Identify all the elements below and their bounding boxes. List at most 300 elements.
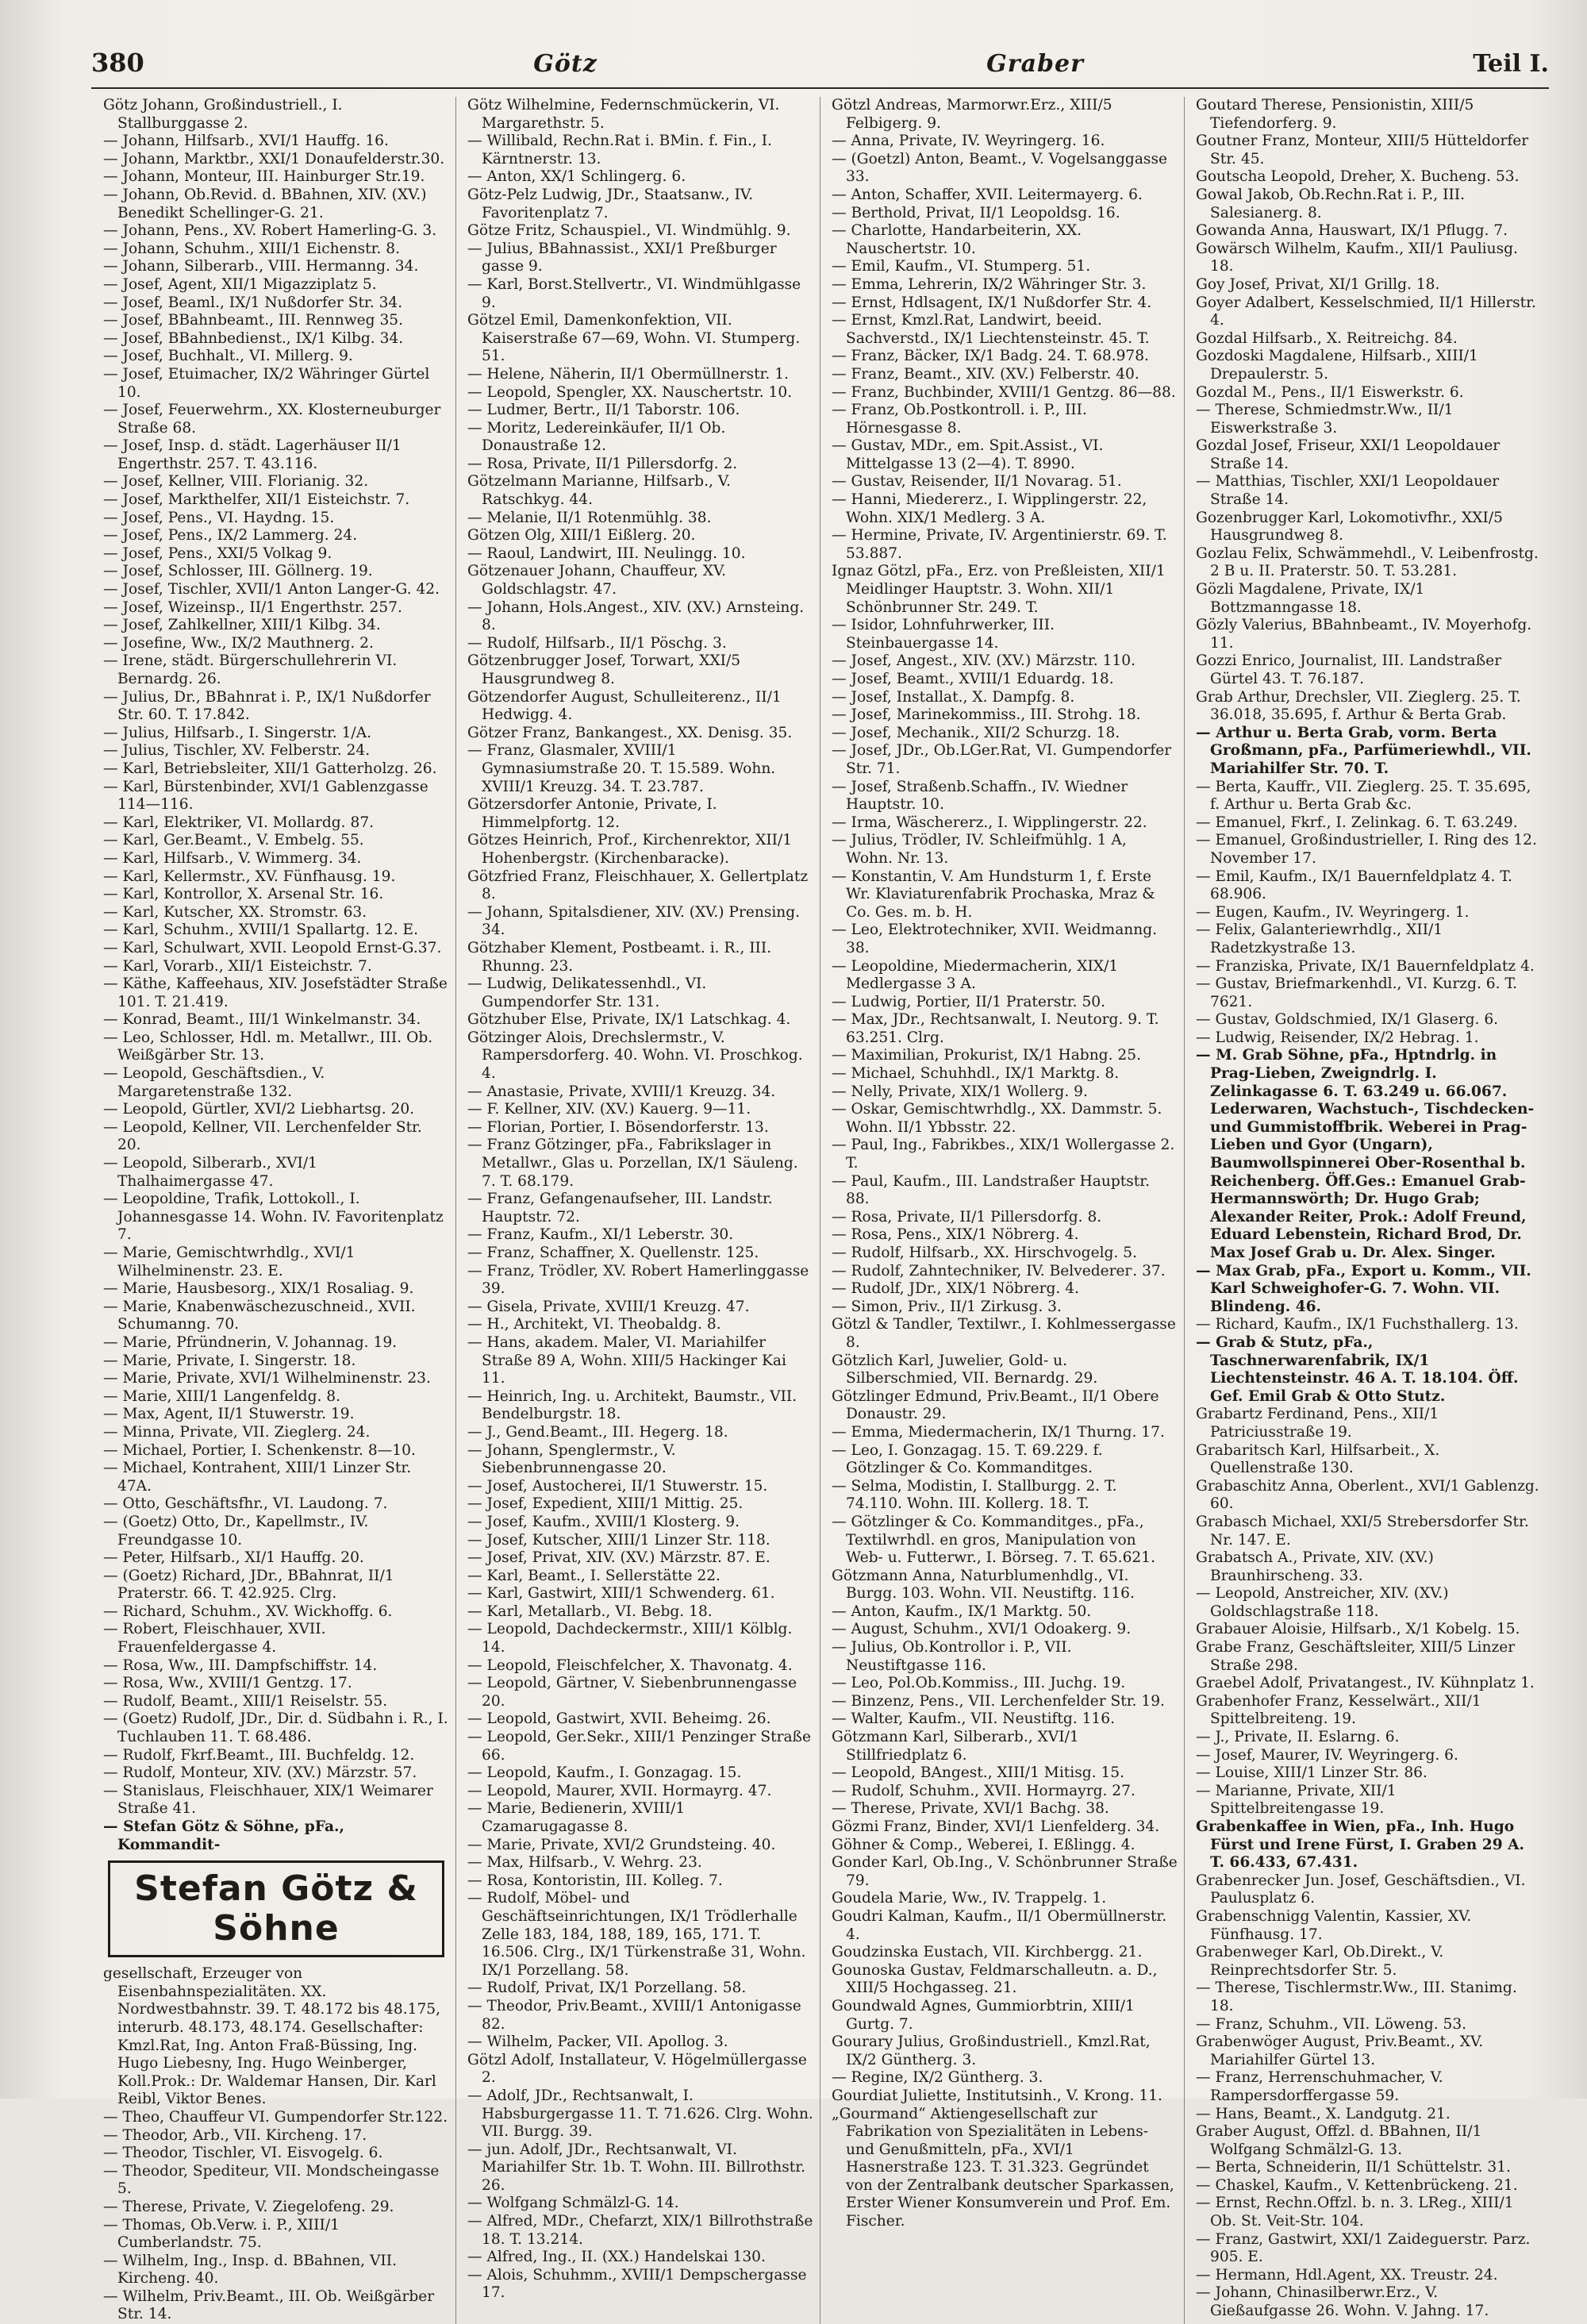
directory-entry: — Konstantin, V. Am Hundsturm 1, f. Erste Wr. Klaviaturenfabrik Prochaska, Mraz & Co. Ges. m. b. H.: [832, 868, 1155, 921]
directory-entry: — Franz, Gefangenaufseher, III. Landstr. Hauptstr. 72.: [467, 1191, 773, 1225]
directory-entry: — Charlotte, Handarbeiterin, XX. Nauschertstr. 10.: [832, 222, 1082, 257]
directory-entry: — Rudolf, Fkrf.Beamt., III. Buchfeldg. 12.: [103, 1746, 415, 1764]
directory-entry: — Rosa, Private, II/1 Pillersdorfg. 2.: [467, 455, 738, 472]
directory-entry: — Rudolf, Beamt., XIII/1 Reiselstr. 55.: [103, 1692, 388, 1710]
directory-entry: — Julius, BBahnassist., XXI/1 Preßburger gasse 9.: [467, 240, 777, 275]
directory-entry: — Anton, Kaufm., IX/1 Marktg. 50.: [832, 1603, 1092, 1620]
directory-entry: — Alfred, Ing., II. (XX.) Handelskai 130.: [467, 2249, 766, 2266]
directory-entry: Goyer Adalbert, Kesselschmied, II/1 Hillerstr. 4.: [1196, 294, 1536, 329]
directory-entry: — Theo, Chauffeur VI. Gumpendorfer Str.122.: [103, 2108, 448, 2126]
directory-entry: — Max, JDr., Rechtsanwalt, I. Neutorg. 9. T. 63.251. Clrg.: [832, 1011, 1159, 1046]
directory-entry: — Ernst, Rechn.Offzl. b. n. 3. LReg., XIII/1 Ob. St. Veit-Str. 104.: [1196, 2195, 1514, 2230]
directory-entry: — (Goetz) Rudolf, JDr., Dir. d. Südbahn i. R., I. Tuchlauben 11. T. 68.486.: [103, 1710, 448, 1746]
directory-entry: — Wilhelm, Ing., Insp. d. BBahnen, VII. Kircheng. 40.: [103, 2252, 398, 2287]
directory-entry: — Franz, Bäcker, IX/1 Badg. 24. T. 68.978.: [832, 348, 1149, 365]
directory-entry: — Max, Hilfsarb., V. Wehrg. 23.: [467, 1854, 702, 1872]
directory-entry: — Rudolf, Hilfsarb., II/1 Pöschg. 3.: [467, 634, 727, 652]
directory-entry: — Louise, XIII/1 Linzer Str. 86.: [1196, 1764, 1428, 1782]
directory-entry: — Leopold, Gürtler, XVI/2 Liebhartsg. 20.: [103, 1101, 415, 1118]
directory-entry: Götzenbrugger Josef, Torwart, XXI/5 Hausgrundweg 8.: [467, 652, 741, 687]
directory-entry: — Leopold, Maurer, XVII. Hormayrg. 47.: [467, 1782, 772, 1799]
directory-entry: — Marie, XIII/1 Langenfeldg. 8.: [103, 1387, 341, 1405]
directory-entry: Gourdiat Juliette, Institutsinh., V. Krong. 11.: [832, 2087, 1162, 2104]
directory-entry: — Konrad, Beamt., III/1 Winkelmanstr. 34.: [103, 1011, 421, 1029]
directory-entry: — Rudolf, Privat, IX/1 Porzellang. 58.: [467, 1980, 747, 1997]
directory-entry: — Marie, Private, XVI/1 Wilhelminenstr. 23.: [103, 1370, 431, 1387]
directory-entry: — Josef, Kutscher, XIII/1 Linzer Str. 118.: [467, 1531, 770, 1549]
directory-entry: — Karl, Hilfsarb., V. Wimmerg. 34.: [103, 849, 362, 867]
directory-entry: Gowal Jakob, Ob.Rechn.Rat i. P., III. Salesianerg. 8.: [1196, 186, 1466, 221]
directory-entry: — Peter, Hilfsarb., XI/1 Hauffg. 20.: [103, 1549, 364, 1567]
directory-entry: „Gourmand“ Aktiengesellschaft zur Fabrikation von Spezialitäten in Lebens- und Genußmitteln, pFa., XVI/1 Hasnerstraße 123. T. 31.323. Gegründet von der Zentralbank deutscher Sparkassen, Erster Wiener Konsumverein und Prof. Em. Fischer.: [832, 2105, 1174, 2230]
running-head-right: Graber: [986, 50, 1084, 78]
directory-entry: — (Goetz) Otto, Dr., Kapellmstr., IV. Freundgasse 10.: [103, 1513, 369, 1549]
directory-entry: — Hans, Beamt., X. Landgutg. 21.: [1196, 2105, 1451, 2122]
directory-entry: Gözly Valerius, BBahnbeamt., IV. Moyerhofg. 11.: [1196, 617, 1532, 652]
directory-entry: — Emanuel, Fkrf., I. Zelinkag. 6. T. 63.249.: [1196, 814, 1518, 831]
directory-entry: Goudri Kalman, Kaufm., II/1 Obermüllnerstr. 4.: [832, 1907, 1167, 1943]
directory-entry: Götzendorfer August, Schulleiterenz., II/1 Hedwigg. 4.: [467, 688, 782, 724]
directory-entry: — Johann, Hols.Angest., XIV. (XV.) Arnsteing. 8.: [467, 598, 805, 634]
directory-entry: — Franz, Buchbinder, XVIII/1 Gentzg. 86—88.: [832, 383, 1176, 401]
directory-entry: — Theodor, Priv.Beamt., XVIII/1 Antonigasse 82.: [467, 1997, 801, 2033]
directory-entry: — Josef, Straßenb.Schaffn., IV. Wiedner Hauptstr. 10.: [832, 778, 1128, 814]
directory-entry: — Josef, JDr., Ob.LGer.Rat, VI. Gumpendorfer Str. 71.: [832, 742, 1172, 777]
directory-entry: — Simon, Priv., II/1 Zirkusg. 3.: [832, 1298, 1062, 1315]
directory-entry: — Isidor, Lohnfuhrwerker, III. Steinbauergasse 14.: [832, 617, 1055, 652]
directory-entry: Gowärsch Wilhelm, Kaufm., XII/1 Pauliusg. 18.: [1196, 240, 1518, 275]
directory-entry: — Franz Götzinger, pFa., Fabrikslager in Metallwr., Glas u. Porzellan, IX/1 Säuleng. 7. T. 68.179.: [467, 1137, 798, 1190]
directory-entry: Göhner & Comp., Weberei, I. Eßlingg. 4.: [832, 1836, 1135, 1853]
directory-entry: Götzl Andreas, Marmorwr.Erz., XIII/5 Felbigerg. 9.: [832, 97, 1112, 132]
directory-entry: — Therese, Tischlermstr.Ww., III. Stanimg. 18.: [1196, 1980, 1517, 2014]
directory-entry: — Theodor, Tischler, VI. Eisvogelg. 6.: [103, 2145, 383, 2162]
directory-entry: Grab Arthur, Drechsler, VII. Zieglerg. 25. T. 36.018, 35.695, f. Arthur & Berta Grab.: [1196, 688, 1521, 724]
directory-entry: — Rosa, Kontoristin, III. Kolleg. 7.: [467, 1872, 723, 1889]
directory-entry: Götzlich Karl, Juwelier, Gold- u. Silberschmied, VII. Bernardg. 29.: [832, 1352, 1098, 1387]
directory-entry: Grabenweger Karl, Ob.Direkt., V. Reinprechtsdorfer Str. 5.: [1196, 1944, 1444, 1979]
directory-entry: — Matthias, Tischler, XXI/1 Leopoldauer Straße 14.: [1196, 473, 1500, 509]
directory-entry: — Oskar, Gemischtwrhdlg., XX. Dammstr. 5. Wohn. II/1 Ybbsstr. 22.: [832, 1101, 1162, 1136]
directory-entry: Goutard Therese, Pensionistin, XIII/5 Tiefendorferg. 9.: [1196, 97, 1474, 132]
directory-entry: — Leopold, Kellner, VII. Lerchenfelder Str. 20.: [103, 1118, 422, 1154]
directory-entry: — Leopoldine, Miedermacherin, XIX/1 Medlergasse 3 A.: [832, 957, 1119, 993]
directory-entry: — Hanni, Miedererz., I. Wipplingerstr. 22, Wohn. XIX/1 Medlerg. 3 A.: [832, 491, 1147, 526]
directory-entry: — Josef, Austocherei, II/1 Stuwerstr. 15.: [467, 1477, 768, 1495]
directory-entry: — Marie, Private, I. Singerstr. 18.: [103, 1352, 356, 1369]
directory-entry: Götzes Heinrich, Prof., Kirchenrektor, XII/1 Hohenbergstr. (Kirchenbaracke).: [467, 832, 793, 867]
directory-entry: — Rosa, Ww., XVIII/1 Gentzg. 17.: [103, 1675, 352, 1692]
directory-entry: Gözli Magdalene, Private, IX/1 Bottzmanngasse 18.: [1196, 581, 1425, 616]
directory-entry: — Leopold, Gärtner, V. Siebenbrunnengasse 20.: [467, 1675, 797, 1710]
directory-entry: Götzenauer Johann, Chauffeur, XV. Goldschlagstr. 47.: [467, 563, 727, 598]
directory-entry: Götzelmann Marianne, Hilfsarb., V. Ratschkyg. 44.: [467, 473, 731, 509]
directory-entry: — Gustav, Briefmarkenhdl., VI. Kurzg. 6. T. 7621.: [1196, 975, 1518, 1010]
directory-entry: Götz-Pelz Ludwig, JDr., Staatsanw., IV. Favoritenplatz 7.: [467, 186, 754, 221]
directory-entry: — Rudolf, Monteur, XIV. (XV.) Märzstr. 57.: [103, 1764, 417, 1782]
directory-entry: Götzinger Alois, Drechslermstr., V. Rampersdorferg. 40. Wohn. VI. Proschkog. 4.: [467, 1029, 803, 1083]
directory-entry: — Franz, Ob.Postkontroll. i. P., III. Hörnesgasse 8.: [832, 402, 1087, 437]
directory-entry: — Anton, XX/1 Schlingerg. 6.: [467, 168, 686, 186]
directory-entry: Grabaritsch Karl, Hilfsarbeit., X. Quellenstraße 130.: [1196, 1441, 1440, 1477]
directory-entry: — Josef, Markthelfer, XII/1 Eisteichstr. 7.: [103, 491, 410, 509]
directory-entry: — Leopold, Fleischfelcher, X. Thavonatg. 4.: [467, 1656, 793, 1674]
directory-entry: — Karl, Kontrollor, X. Arsenal Str. 16.: [103, 886, 384, 903]
directory-entry: — Theodor, Spediteur, VII. Mondscheingasse 5.: [103, 2162, 440, 2198]
directory-entry: Grabenwöger August, Priv.Beamt., XV. Mariahilfer Gürtel 13.: [1196, 2034, 1484, 2068]
directory-entry: — Franz, Schaffner, X. Quellenstr. 125.: [467, 1245, 759, 1261]
directory-entry: — Karl, Kutscher, XX. Stromstr. 63.: [103, 903, 367, 921]
directory-entry: — Rudolf, Möbel- und Geschäftseinrichtungen, IX/1 Trödlerhalle Zelle 183, 184, 188, 189, 165, 171. T. 16.506. Clrg., IX/1 Türkenstraße 31, Wohn. IX/1 Porzellang. 58.: [467, 1890, 806, 1979]
directory-entry: — Eugen, Kaufm., IV. Weyringerg. 1.: [1196, 903, 1470, 921]
directory-entry: Götzl & Tandler, Textilwr., I. Kohlmessergasse 8.: [832, 1316, 1176, 1351]
directory-entry: Götzhuber Else, Private, IX/1 Latschkag. 4.: [467, 1011, 791, 1029]
directory-entry: — Karl, Schuhm., XVIII/1 Spallartg. 12. E.: [103, 922, 419, 939]
directory-entry: Gonder Karl, Ob.Ing., V. Schönbrunner Straße 79.: [832, 1854, 1178, 1889]
directory-entry: — Josef, Schlosser, III. Göllnerg. 19.: [103, 563, 373, 580]
directory-entry: — August, Schuhm., XVI/1 Odoakerg. 9.: [832, 1621, 1132, 1638]
directory-entry: Götzen Olg, XIII/1 Eißlerg. 20.: [467, 527, 696, 544]
column-3: [832, 97, 1185, 2324]
directory-entry: — Rudolf, Schuhm., XVII. Hormayrg. 27.: [832, 1782, 1135, 1799]
directory-entry: — Emanuel, Großindustrieller, I. Ring des 12. November 17.: [1196, 832, 1537, 867]
directory-entry: — Rosa, Ww., III. Dampfschiffstr. 14.: [103, 1656, 378, 1674]
directory-entry: — Therese, Private, XVI/1 Bachg. 38.: [832, 1800, 1109, 1818]
directory-entry: — Franz, Beamt., XIV. (XV.) Felberstr. 40.: [832, 365, 1139, 383]
directory-entry: — Maximilian, Prokurist, IX/1 Habng. 25.: [832, 1047, 1141, 1064]
directory-entry: — Franz, Trödler, XV. Robert Hamerlinggasse 39.: [467, 1262, 809, 1298]
directory-entry: — Michael, Schuhhdl., IX/1 Marktg. 8.: [832, 1065, 1120, 1083]
directory-entry: — Alfred, MDr., Chefarzt, XIX/1 Billrothstraße 18. T. 13.214.: [467, 2213, 813, 2248]
directory-entry: — Arthur u. Berta Grab, vorm. Berta Großmann, pFa., Parfümeriewhdl., VII. Mariahilfer Str. 70. T.: [1196, 724, 1531, 777]
directory-entry: — Josef, Privat, XIV. (XV.) Märzstr. 87. E.: [467, 1549, 770, 1567]
directory-entry: — Hermann, Hdl.Agent, XX. Treustr. 24.: [1196, 2266, 1498, 2284]
directory-entry: — Marie, Gemischtwrhdlg., XVI/1 Wilhelminenstr. 23. E.: [103, 1245, 355, 1279]
directory-entry: — Josef, Pens., VI. Haydng. 15.: [103, 509, 335, 526]
directory-entry: — Johann, Monteur, III. Hainburger Str.19.: [103, 168, 425, 186]
directory-entry: — Karl, Ger.Beamt., V. Embelg. 55.: [103, 832, 364, 849]
directory-entry: — Gustav, Goldschmied, IX/1 Glaserg. 6.: [1196, 1011, 1499, 1029]
directory-entry: — Rosa, Pens., XIX/1 Nöbrerg. 4.: [832, 1226, 1079, 1244]
directory-entry: Götz Wilhelmine, Federnschmückerin, VI. Margarethstr. 5.: [467, 97, 780, 132]
directory-entry: Grabauer Aloisie, Hilfsarb., X/1 Kobelg. 15.: [1196, 1621, 1520, 1638]
directory-entry: — Michael, Portier, I. Schenkenstr. 8—10.: [103, 1441, 416, 1459]
part-label: Teil I.: [1473, 50, 1549, 78]
directory-entry: Gozdal Josef, Friseur, XXI/1 Leopoldauer Straße 14.: [1196, 437, 1501, 472]
directory-entry: — Julius, Hilfsarb., I. Singerstr. 1/A.: [103, 724, 372, 741]
directory-entry: — Julius, Trödler, IV. Schleifmühlg. 1 A, Wohn. Nr. 13.: [832, 832, 1127, 867]
directory-entry: — Anton, Schaffer, XVII. Leitermayerg. 6.: [832, 186, 1143, 203]
directory-entry: — J., Private, II. Eslarng. 6.: [1196, 1729, 1400, 1746]
directory-entry: — Josef, Installat., X. Dampfg. 8.: [832, 688, 1075, 706]
directory-entry: — Josef, Marinekommiss., III. Strohg. 18.: [832, 706, 1141, 724]
directory-entry: — Minna, Private, VII. Zieglerg. 24.: [103, 1423, 371, 1441]
directory-entry: — Nelly, Private, XIX/1 Wollerg. 9.: [832, 1083, 1088, 1100]
running-head-left: Götz: [533, 50, 598, 78]
directory-entry: — M. Grab Söhne, pFa., Hptndrlg. in Prag-Lieben, Zweigndrlg. I. Zelinkagasse 6. T. 63.249 u. 66.067. Lederwaren, Wachstuch-, Tischdecken- und Gummistoffbrik. Weberei in Prag-Lieben und Gyor (Ungarn), Baumwollspinnerei Ober-Rosenthal b. Reichenberg. Öff.Ges.: Emanuel Grab-Hermannswörth; Dr. Hugo Grab; Alexander Reiter, Prok.: Adolf Freund, Eduard Lebenstein, Richard Brod, Dr. Max Josef Grab u. Dr. Alex. Singer.: [1196, 1047, 1535, 1261]
directory-entry: — Paul, Kaufm., III. Landstraßer Hauptstr. 88.: [832, 1172, 1150, 1208]
directory-entry: — Leopold, Anstreicher, XIV. (XV.) Goldschlagstraße 118.: [1196, 1585, 1449, 1620]
directory-entry: — Josef, Etuimacher, IX/2 Währinger Gürtel 10.: [103, 365, 430, 401]
directory-entry: Grabenhofer Franz, Kesselwärt., XII/1 Spittelbreiteng. 19.: [1196, 1692, 1481, 1728]
directory-entry: — Anastasie, Private, XVIII/1 Kreuzg. 34.: [467, 1083, 776, 1100]
directory-entry: — Johann, Chinasilberwr.Erz., V. Gießaufgasse 26. Wohn. V. Jahng. 17.: [1196, 2284, 1489, 2320]
directory-entry: Grabenschnigg Valentin, Kassier, XV. Fünfhausg. 17.: [1196, 1907, 1472, 1943]
directory-entry: Gozdal M., Pens., II/1 Eiswerkstr. 6.: [1196, 383, 1464, 401]
directory-entry: Götzlinger Edmund, Priv.Beamt., II/1 Obere Donaustr. 29.: [832, 1387, 1159, 1423]
directory-entry: Gozzi Enrico, Journalist, III. Landstraßer Gürtel 43. T. 76.187.: [1196, 652, 1502, 687]
directory-entry: — Josef, Buchhalt., VI. Millerg. 9.: [103, 348, 353, 365]
directory-entry: — (Goetzl) Anton, Beamt., V. Vogelsanggasse 33.: [832, 150, 1167, 186]
directory-entry: — Melanie, II/1 Rotenmühlg. 38.: [467, 509, 712, 526]
directory-entry: Graebel Adolf, Privatangest., IV. Kühnplatz 1.: [1196, 1675, 1535, 1692]
directory-entry: — Otto, Geschäftsfhr., VI. Laudong. 7.: [103, 1495, 388, 1513]
directory-entry: — Franz, Glasmaler, XVIII/1 Gymnasiumstraße 20. T. 15.589. Wohn. XVIII/1 Kreuzg. 34. T. 23.787.: [467, 742, 776, 795]
directory-entry: Götzersdorfer Antonie, Private, I. Himmelpfortg. 12.: [467, 796, 717, 831]
directory-entry: — Johann, Schuhm., XIII/1 Eichenstr. 8.: [103, 240, 401, 257]
directory-entry: — Wolfgang Schmälzl-G. 14.: [467, 2195, 679, 2212]
directory-entry: — Julius, Dr., BBahnrat i. P., IX/1 Nußdorfer Str. 60. T. 17.842.: [103, 688, 431, 724]
directory-entry: — Josef, Pens., XXI/5 Volkag 9.: [103, 544, 332, 562]
directory-entry: — Grab & Stutz, pFa., Taschnerwarenfabrik, IX/1 Liechtensteinstr. 46 A. T. 18.104. Öff. Gef. Emil Grab & Otto Stutz.: [1196, 1333, 1519, 1405]
directory-entry: — Karl, Schulwart, XVII. Leopold Ernst-G.37.: [103, 939, 442, 956]
directory-entry: — Raoul, Landwirt, III. Neulingg. 10.: [467, 544, 746, 562]
directory-entry: — Selma, Modistin, I. Stallburgg. 2. T. 74.110. Wohn. III. Kollerg. 18. T.: [832, 1477, 1117, 1513]
directory-entry: — Josef, Beaml., IX/1 Nußdorfer Str. 34.: [103, 294, 403, 311]
directory-entry: — Irene, städt. Bürgerschullehrerin VI. Bernardg. 26.: [103, 652, 398, 687]
directory-entry: — Karl, Betriebsleiter, XII/1 Gatterholzg. 26.: [103, 760, 437, 777]
directory-entry: — Leo, I. Gonzagag. 15. T. 69.229. f. Götzlinger & Co. Kommanditges.: [832, 1441, 1103, 1477]
directory-entry: — Berta, Kauffr., VII. Zieglerg. 25. T. 35.695, f. Arthur u. Berta Grab &c.: [1196, 778, 1531, 814]
directory-entry: — F. Kellner, XIV. (XV.) Kauerg. 9—11.: [467, 1101, 751, 1118]
directory-entry: — Binzenz, Pens., VII. Lerchenfelder Str. 19.: [832, 1692, 1165, 1710]
directory-entry: — Ludwig, Reisender, IX/2 Hebrag. 1.: [1196, 1029, 1479, 1046]
directory-entry: Gounoskа Gustav, Feldmarschalleutn. a. D., XIII/5 Hochgasseg. 21.: [832, 1961, 1158, 1997]
directory-entry: — Therese, Private, V. Ziegelofeng. 29.: [103, 2198, 394, 2215]
directory-entry: — Irma, Wäschererz., I. Wipplingerstr. 22.: [832, 814, 1147, 831]
directory-entry: — Richard, Kaufm., IX/1 Fuchsthallerg. 13.: [1196, 1316, 1519, 1333]
directory-entry: — Karl, Kellermstr., XV. Fünfhausg. 19.: [103, 868, 396, 885]
directory-entry: Goudela Marie, Ww., IV. Trappelg. 1.: [832, 1890, 1107, 1907]
directory-entry: — Johann, Marktbr., XXI/1 Donaufelderstr.30.: [103, 150, 445, 167]
directory-entry: — Julius, Ob.Kontrollor i. P., VII. Neustiftgasse 116.: [832, 1639, 1072, 1674]
advertisement-box: Stefan Götz & Söhne: [108, 1860, 444, 1957]
directory-entry: Gowanda Anna, Hauswart, IX/1 Pflugg. 7.: [1196, 222, 1508, 240]
directory-entry: — Josef, Expedient, XIII/1 Mittig. 25.: [467, 1495, 744, 1513]
directory-entry: Gourary Julius, Großindustriell., Kmzl.Rat, IX/2 Güntherg. 3.: [832, 2034, 1151, 2068]
directory-entry: — Leo, Pol.Ob.Kommiss., III. Juchg. 19.: [832, 1675, 1126, 1692]
directory-entry: — Leopold, BAngest., XIII/1 Mitisg. 15.: [832, 1764, 1125, 1782]
directory-entry: — Josef, Kellner, VIII. Florianig. 32.: [103, 473, 369, 491]
directory-entry: — Berta, Schneiderin, II/1 Schüttelstr. 31.: [1196, 2159, 1511, 2176]
directory-entry: — Ludwig, Portier, II/1 Praterstr. 50.: [832, 993, 1106, 1010]
directory-entry: — Marie, Hausbesorg., XIX/1 Rosaliag. 9.: [103, 1280, 414, 1298]
directory-entry: — Josef, Tischler, XVII/1 Anton Langer-G. 42.: [103, 581, 440, 598]
directory-entry: — Franz, Kaufm., XI/1 Leberstr. 30.: [467, 1226, 734, 1244]
directory-entry: — Josef, Insp. d. städt. Lagerhäuser II/1 Engerthstr. 257. T. 43.116.: [103, 437, 402, 472]
directory-entry: — Marie, Knabenwäschezuschneid., XVII. Schumanng. 70.: [103, 1298, 416, 1333]
directory-entry: Götzmann Anna, Naturblumenhdlg., VI. Burgg. 103. Wohn. VII. Neustiftg. 116.: [832, 1567, 1135, 1603]
directory-entry: — Felix, Galanteriewrhdlg., XII/1 Radetzkystraße 13.: [1196, 922, 1443, 956]
directory-entry: — Rudolf, Hilfsarb., XX. Hirschvogelg. 5.: [832, 1245, 1137, 1261]
directory-entry: — Willibald, Rechn.Rat i. BMin. f. Fin., I. Kärntnerstr. 13.: [467, 133, 772, 167]
directory-entry: — Josef, Wizeinsp., II/1 Engerthstr. 257.: [103, 598, 402, 616]
directory-entry: — Josef, Feuerwehrm., XX. Klosterneuburger Straße 68.: [103, 402, 441, 437]
directory-entry: — Leopold, Dachdeckermstr., XIII/1 Kölblg. 14.: [467, 1621, 793, 1656]
directory-entry: — Karl, Metallarb., VI. Bebg. 18.: [467, 1603, 713, 1620]
directory-entry: Götzmann Karl, Silberarb., XVI/1 Stillfriedplatz 6.: [832, 1729, 1079, 1764]
directory-entry: Götz Johann, Großindustriell., I. Stallburggasse 2.: [103, 97, 343, 132]
directory-entry: — H., Architekt, VI. Theobaldg. 8.: [467, 1316, 721, 1333]
directory-entry: — Hans, akadem. Maler, VI. Mariahilfer Straße 89 A, Wohn. XIII/5 Hackinger Kai 11.: [467, 1333, 786, 1387]
directory-entry: Goutner Franz, Monteur, XIII/5 Hütteldorfer Str. 45.: [1196, 133, 1529, 167]
directory-entry: — Karl, Borst.Stellvertr., VI. Windmühlgasse 9.: [467, 275, 801, 311]
directory-entry: Goudzinska Eustach, VII. Kirchbergg. 21.: [832, 1944, 1143, 1961]
directory-entry: — Marie, Pfründnerin, V. Johannag. 19.: [103, 1333, 398, 1351]
directory-entry: — Franz, Schuhm., VII. Löweng. 53.: [1196, 2015, 1467, 2033]
directory-entry: — Julius, Tischler, XV. Felberstr. 24.: [103, 742, 371, 760]
directory-entry: — Therese, Schmiedmstr.Ww., II/1 Eiswerkstraße 3.: [1196, 402, 1454, 437]
directory-entry: — Josef, Mechanik., XII/2 Schurzg. 18.: [832, 724, 1120, 741]
directory-entry: — Franziska, Private, IX/1 Bauernfeldplatz 4.: [1196, 957, 1535, 975]
directory-entry: Gozdal Hilfsarb., X. Reitreichg. 84.: [1196, 329, 1458, 347]
directory-entry: — Leo, Elektrotechniker, XVII. Weidmanng. 38.: [832, 922, 1158, 956]
directory-entry: Gozlau Felix, Schwämmehdl., V. Leibenfrostg. 2 B u. II. Praterstr. 50. T. 53.281.: [1196, 544, 1539, 580]
directory-entry: — Anna, Private, IV. Weyringerg. 16.: [832, 133, 1105, 150]
directory-entry: Grabatsch A., Private, XIV. (XV.) Braunhirschеng. 33.: [1196, 1549, 1434, 1584]
directory-entry: Gozdoski Magdalene, Hilfsarb., XIII/1 Drepaulerstr. 5.: [1196, 348, 1478, 383]
directory-entry: — Moritz, Ledereinkäufer, II/1 Ob. Donaustraße 12.: [467, 419, 726, 455]
directory-entry: — Wilhelm, Priv.Beamt., III. Ob. Weißgärber Str. 14.: [103, 2287, 435, 2323]
directory-entry: — Emma, Miedermacherin, IX/1 Thurng. 17.: [832, 1423, 1165, 1441]
column-2: [467, 97, 820, 2324]
directory-entry: — Hermine, Private, IV. Argentinierstr. 69. T. 53.887.: [832, 527, 1167, 562]
directory-entry: Grabenkaffee in Wien, pFa., Inh. Hugo Fürst und Irene Fürst, I. Graben 29 A. T. 66.433, 67.431.: [1196, 1818, 1525, 1872]
directory-entry: — Josef, Agent, XII/1 Migazziplatz 5.: [103, 275, 377, 293]
directory-entry: — Karl, Vorarb., XII/1 Eisteichstr. 7.: [103, 957, 372, 975]
page-number: 380: [91, 48, 144, 78]
directory-entry: Götzel Emil, Damenkonfektion, VII. Kaiserstraße 67—69, Wohn. VI. Stumperg. 51.: [467, 312, 801, 365]
directory-entry: Grabartz Ferdinand, Pens., XII/1 Patriciusstraße 19.: [1196, 1406, 1439, 1441]
directory-entry: — Leopold, Kaufm., I. Gonzagag. 15.: [467, 1764, 742, 1782]
directory-entry: — Karl, Beamt., I. Sellerstätte 22.: [467, 1567, 720, 1584]
directory-entry: Goutscha Leopold, Dreher, X. Buchеng. 53.: [1196, 168, 1520, 186]
directory-entry: — Emma, Lehrerin, IX/2 Währinger Str. 3.: [832, 275, 1147, 293]
directory-entry: Goy Josef, Privat, XI/1 Grillg. 18.: [1196, 275, 1440, 293]
directory-entry: — Gisela, Private, XVIII/1 Kreuzg. 47.: [467, 1298, 750, 1315]
directory-entry: Graber August, Offzl. d. BBahnen, II/1 Wolfgang Schmälzl-G. 13.: [1196, 2123, 1482, 2158]
directory-entry: Götzl Adolf, Installateur, V. Högelmüllergasse 2.: [467, 2051, 807, 2087]
directory-entry: — Leopold, Silberarb., XVI/1 Thalhaimergasse 47.: [103, 1155, 317, 1190]
directory-entry: — Franz, Gastwirt, XXI/1 Zaideguerstr. Parz. 905. E.: [1196, 2230, 1531, 2266]
directory-entry: — Robert, Fleischhauer, XVII. Frauenfeldergasse 4.: [103, 1621, 326, 1656]
directory-entry: — Josefine, Ww., IX/2 Mauthnerg. 2.: [103, 634, 374, 652]
directory-entry: — Adolf, JDr., Rechtsanwalt, I. Habsburgergasse 11. T. 71.626. Clrg. Wohn. VII. Burgg. 39.: [467, 2087, 813, 2141]
directory-entry: — Johann, Hilfsarb., XVI/1 Hauffg. 16.: [103, 133, 389, 150]
directory-entry: — (Goetz) Richard, JDr., BBahnrat, II/1 Praterstr. 66. T. 42.925. Clrg.: [103, 1567, 394, 1603]
directory-entry: — Leopold, Spengler, XX. Nauschertstr. 10.: [467, 383, 793, 401]
directory-entry: Götzer Franz, Bankangest., XX. Denisg. 35.: [467, 724, 793, 741]
directory-entry: — Stefan Götz & Söhne, pFa., Kommandit-: [103, 1818, 344, 1853]
directory-entry: — Marie, Private, XVI/2 Grundsteing. 40.: [467, 1836, 776, 1853]
directory-entry: — Rudolf, JDr., XIX/1 Nöbrerg. 4.: [832, 1280, 1079, 1298]
directory-entry: — Marianne, Private, XII/1 Spittelbreitengasse 19.: [1196, 1782, 1397, 1818]
directory-entry: — Karl, Gastwirt, XIII/1 Schwenderg. 61.: [467, 1585, 775, 1603]
directory-entry: Götzhaber Klement, Postbeamt. i. R., III. Rhunng. 23.: [467, 939, 772, 975]
directory-entry: — Gustav, Reisender, II/1 Novarag. 51.: [832, 473, 1122, 491]
directory-entry: — Emil, Kaufm., IX/1 Bauernfeldplatz 4. T. 68.906.: [1196, 868, 1512, 903]
directory-entry: Gozenbrugger Karl, Lokomotivfhr., XXI/5 Hausgrundweg 8.: [1196, 509, 1503, 544]
directory-entry: — Leopoldine, Trafik, Lottokoll., I. Johannesgasse 14. Wohn. IV. Favoritenplatz 7.: [103, 1191, 444, 1244]
directory-entry: — Ernst, Kmzl.Rat, Landwirt, beeid. Sachverstd., IX/1 Liechtensteinstr. 45. T.: [832, 312, 1150, 347]
directory-entry: — Wilhelm, Packer, VII. Apollog. 3.: [467, 2034, 728, 2051]
directory-entry: — jun. Adolf, JDr., Rechtsanwalt, VI. Mariahilfer Str. 1b. T. Wohn. III. Billrothstr. 26.: [467, 2141, 805, 2194]
directory-entry: — Emil, Kaufm., VI. Stumperg. 51.: [832, 258, 1091, 275]
directory-entry: Grabenrecker Jun. Josef, Geschäftsdien., VI. Paulusplatz 6.: [1196, 1872, 1526, 1907]
directory-entry: — Johann, Silberarb., VIII. Hermanng. 34.: [103, 258, 419, 275]
directory-entry: — Ludmer, Bertr., II/1 Taborstr. 106.: [467, 402, 740, 419]
directory-entry: Götze Fritz, Schauspiel., VI. Windmühlg. 9.: [467, 222, 791, 240]
directory-entry: — Leopold, Ger.Sekr., XIII/1 Penzinger Straße 66.: [467, 1729, 811, 1764]
directory-entry: — Josef, BBahnbedienst., IX/1 Kilbg. 34.: [103, 329, 404, 347]
directory-entry: — Paul, Ing., Fabrikbes., XIX/1 Wollergasse 2. T.: [832, 1137, 1175, 1172]
directory-entry: — Johann, Spitalsdiener, XIV. (XV.) Prensing. 34.: [467, 903, 801, 939]
directory-entry: — Marie, Bedienerin, XVIII/1 Czamarugagasse 8.: [467, 1800, 686, 1835]
directory-entry: Goundwald Agnes, Gummiorbtrin, XIII/1 Gurtg. 7.: [832, 1997, 1135, 2033]
directory-entry: — Josef, BBahnbeamt., III. Rennweg 35.: [103, 312, 404, 329]
directory-entry: Gözmi Franz, Binder, XVI/1 Lienfelderg. 34.: [832, 1818, 1160, 1835]
directory-entry: — Florian, Portier, I. Bösendorferstr. 13.: [467, 1118, 769, 1136]
directory-entry: — Walter, Kaufm., VII. Neustiftg. 116.: [832, 1710, 1115, 1728]
directory-entry: — Max, Agent, II/1 Stuwerstr. 19.: [103, 1406, 355, 1423]
directory-entry: — Regine, IX/2 Güntherg. 3.: [832, 2069, 1043, 2087]
directory-entry: — Max Grab, pFa., Export u. Komm., VII. Karl Schweighofer-G. 7. Wohn. VII. Blindeng. 46.: [1196, 1262, 1531, 1315]
directory-entry: Grabe Franz, Geschäftsleiter, XIII/5 Linzer Straße 298.: [1196, 1639, 1516, 1674]
directory-entry: — Johann, Spenglermstr., V. Siebenbrunnengasse 20.: [467, 1441, 676, 1477]
columns-container: [103, 97, 1549, 2323]
directory-entry: — Thomas, Ob.Verw. i. P., XIII/1 Cumberlandstr. 75.: [103, 2216, 340, 2252]
page-header: [91, 48, 1549, 89]
directory-entry: — Ludwig, Delikatessenhdl., VI. Gumpendorfer Str. 131.: [467, 975, 707, 1010]
directory-entry: — Leopold, Geschäftsdien., V. Margaretenstraße 132.: [103, 1065, 325, 1100]
column-1: [103, 97, 456, 2324]
column-4: [1196, 97, 1549, 2324]
directory-entry: — Josef, Maurer, IV. Weyringerg. 6.: [1196, 1746, 1458, 1764]
directory-entry: — Stanislaus, Fleischhauer, XIX/1 Weimarer Straße 41.: [103, 1782, 433, 1818]
directory-entry: — Karl, Bürstenbinder, XVI/1 Gablenzgasse 114—116.: [103, 778, 428, 814]
directory-entry: — Gustav, MDr., em. Spit.Assist., VI. Mittelgasse 13 (2—4). T. 8990.: [832, 437, 1104, 472]
directory-entry: — Heinrich, Ing. u. Architekt, Baumstr., VII. Bendelburgstr. 18.: [467, 1387, 797, 1423]
directory-entry: — Josef, Kaufm., XVIII/1 Klosterg. 9.: [467, 1513, 740, 1530]
directory-entry: — Josef, Pens., IX/2 Lammerg. 24.: [103, 527, 358, 544]
directory-entry: — Leo, Schlosser, Hdl. m. Metallwr., III. Ob. Weißgärber Str. 13.: [103, 1029, 433, 1064]
directory-entry: — Theodor, Arb., VII. Kircheng. 17.: [103, 2126, 367, 2144]
directory-entry: — J., Gend.Beamt., III. Hegerg. 18.: [467, 1423, 728, 1441]
directory-entry: Ignaz Götzl, pFa., Erz. von Preßleisten, XII/1 Meidlinger Hauptstr. 3. Wohn. XII/1 Schönbrunner Str. 249. T.: [832, 563, 1166, 616]
directory-entry: — Rosa, Private, II/1 Pillersdorfg. 8.: [832, 1208, 1102, 1225]
directory-entry: — Rudolf, Zahntechniker, IV. Belvederег. 37.: [832, 1262, 1166, 1279]
directory-entry: — Karl, Elektriker, VI. Mollardg. 87.: [103, 814, 375, 831]
directory-entry: — Franz, Herrenschuhmacher, V. Rampersdorffergasse 59.: [1196, 2069, 1443, 2104]
directory-entry: Götzfried Franz, Fleischhauer, X. Gellertplatz 8.: [467, 868, 809, 903]
directory-entry: — Johann, Ob.Revid. d. BBahnen, XIV. (XV.) Benedikt Schellinger-G. 21.: [103, 186, 427, 221]
directory-entry: gesellschaft, Erzeuger von Eisenbahnspezialitäten. XX. Nordwestbahnstr. 39. T. 48.172 bis 48.175, interurb. 48.173, 48.174. Gesellschafter: Kmzl.Rat, Ing. Anton Fraß-Büssing, Ing. Hugo Liebesny, Ing. Hugo Weinberger, Koll.Prok.: Dr. Waldemar Hansen, Dir. Karl Reibl, Viktor Benes.: [103, 1965, 441, 2108]
directory-entry: — Götzlinger & Co. Kommanditges., pFa., Textilwrhdl. en gros, Manipulation von Web- u. Futterwr., I. Börseg. 7. T. 65.621.: [832, 1513, 1155, 1567]
directory-entry: — Ernst, Hdlsagent, IX/1 Nußdorfer Str. 4.: [832, 294, 1152, 311]
directory-entry: — Josef, Zahlkellner, XIII/1 Kilbg. 34.: [103, 617, 381, 634]
directory-entry: Grabasch Michael, XXI/5 Strebersdorfer Str. Nr. 147. E.: [1196, 1513, 1529, 1549]
directory-entry: — Chaskel, Kaufm., V. Kettenbrückeng. 21.: [1196, 2176, 1518, 2194]
